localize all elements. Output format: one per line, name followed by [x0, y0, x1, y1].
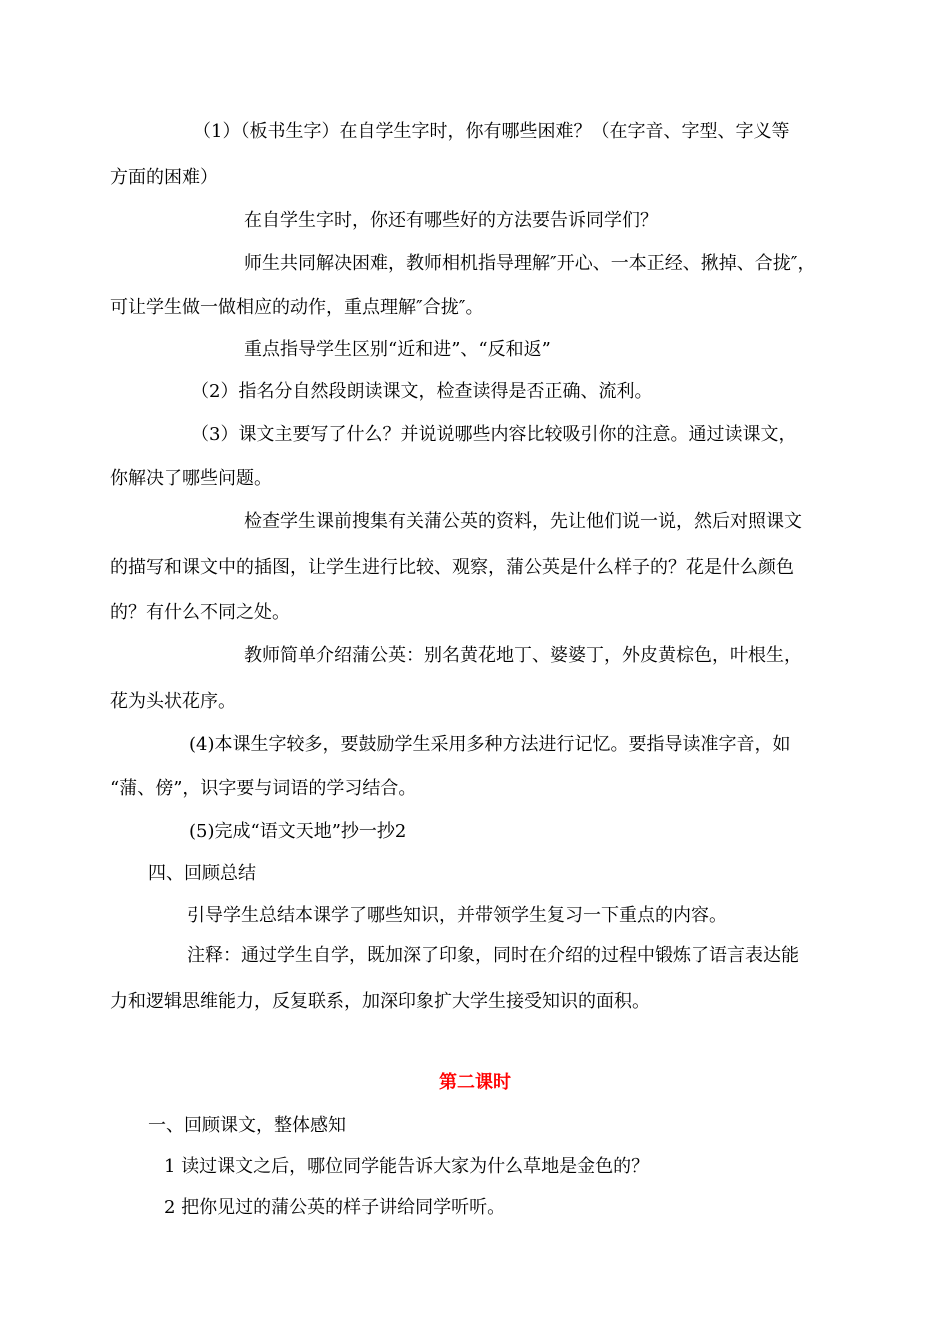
paragraph-line: 检查学生课前搜集有关蒲公英的资料，先让他们说一说，然后对照课文: [244, 511, 802, 532]
paragraph-line: 的描写和课文中的插图，让学生进行比较、观察，蒲公英是什么样子的？花是什么颜色: [110, 557, 794, 578]
paragraph-line: “蒲、傍”，识字要与词语的学习结合。: [110, 778, 417, 799]
paragraph-line: 引导学生总结本课学了哪些知识，并带领学生复习一下重点的内容。: [187, 905, 727, 926]
paragraph-line: 你解决了哪些问题。: [110, 468, 272, 489]
paragraph-line: 花为头状花序。: [110, 691, 236, 712]
paragraph-line: 力和逻辑思维能力，反复联系，加深印象扩大学生接受知识的面积。: [110, 991, 650, 1012]
paragraph-line: 在自学生字时，你还有哪些好的方法要告诉同学们？: [244, 210, 658, 231]
paragraph-line: 2 把你见过的蒲公英的样子讲给同学听听。: [164, 1197, 506, 1218]
paragraph-line: （3）课文主要写了什么？并说说哪些内容比较吸引你的注意。通过读课文，: [191, 424, 797, 445]
paragraph-line: (5)完成“语文天地”抄一抄2: [189, 821, 407, 842]
paragraph-line: （1）（板书生字）在自学生字时，你有哪些困难？（在字音、字型、字义等: [193, 121, 790, 142]
section-title: 第二课时: [439, 1072, 511, 1093]
paragraph-line: 方面的困难）: [110, 167, 218, 188]
paragraph-line: 可让学生做一做相应的动作，重点理解″合拢″。: [110, 297, 484, 318]
paragraph-line: 1 读过课文之后，哪位同学能告诉大家为什么草地是金色的？: [164, 1156, 650, 1177]
paragraph-line: (4)本课生字较多，要鼓励学生采用多种方法进行记忆。要指导读准字音，如: [189, 734, 791, 755]
paragraph-line: 重点指导学生区别“近和进”、“反和返”: [244, 339, 551, 360]
paragraph-line: 注释：通过学生自学，既加深了印象，同时在介绍的过程中锻炼了语言表达能: [187, 945, 799, 966]
paragraph-line: 的？有什么不同之处。: [110, 602, 290, 623]
section-heading: 四、回顾总结: [148, 863, 256, 884]
paragraph-line: 教师简单介绍蒲公英：别名黄花地丁、婆婆丁，外皮黄棕色，叶根生，: [244, 645, 802, 666]
section-heading: 一、回顾课文，整体感知: [148, 1115, 346, 1136]
paragraph-line: 师生共同解决困难，教师相机指导理解″开心、一本正经、揪掉、合拢″，: [244, 253, 816, 274]
paragraph-line: （2）指名分自然段朗读课文，检查读得是否正确、流利。: [191, 381, 653, 402]
